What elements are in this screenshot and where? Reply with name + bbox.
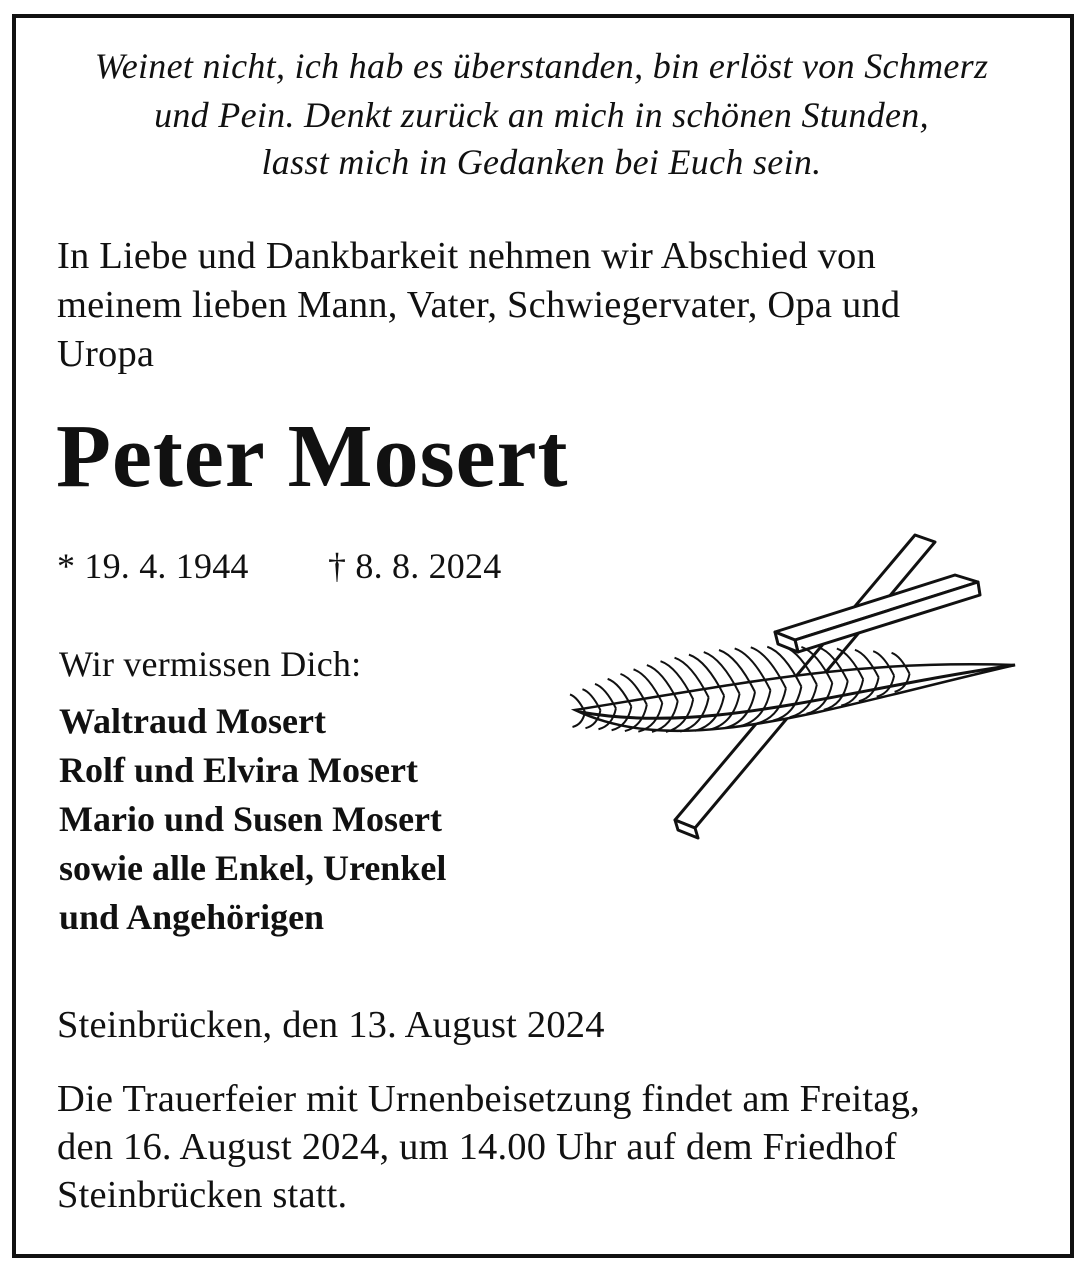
mourners-heading: Wir vermissen Dich: [59,644,362,684]
mourner: sowie alle Enkel, Urenkel [59,848,447,888]
mourner: Waltraud Mosert [59,701,326,741]
intro-line: In Liebe und Dankbarkeit nehmen wir Abschied von [57,235,876,277]
place-date: Steinbrücken, den 13. August 2024 [57,1004,605,1046]
cross-palm-icon [560,520,1030,850]
deceased-name: Peter Mosert [56,407,569,506]
ceremony-line: Steinbrücken statt. [57,1174,348,1216]
intro-line: meinem lieben Mann, Vater, Schwiegervater, Opa und [57,284,901,326]
ceremony-line: Die Trauerfeier mit Urnenbeisetzung findet am Freitag, [57,1078,920,1120]
intro-line: Uropa [57,333,155,375]
birth-date: * 19. 4. 1944 [57,546,249,586]
poem-line: und Pein. Denkt zurück an mich in schönen Stunden, [154,95,929,135]
poem-line: Weinet nicht, ich hab es überstanden, bin erlöst von Schmerz [94,46,989,86]
mourner: Mario und Susen Mosert [59,799,443,839]
death-date: † 8. 8. 2024 [328,546,502,586]
poem-line: lasst mich in Gedanken bei Euch sein. [261,142,822,182]
mourner: Rolf und Elvira Mosert [59,750,418,790]
mourner: und Angehörigen [59,897,325,937]
ceremony-line: den 16. August 2024, um 14.00 Uhr auf dem Friedhof [57,1126,897,1168]
